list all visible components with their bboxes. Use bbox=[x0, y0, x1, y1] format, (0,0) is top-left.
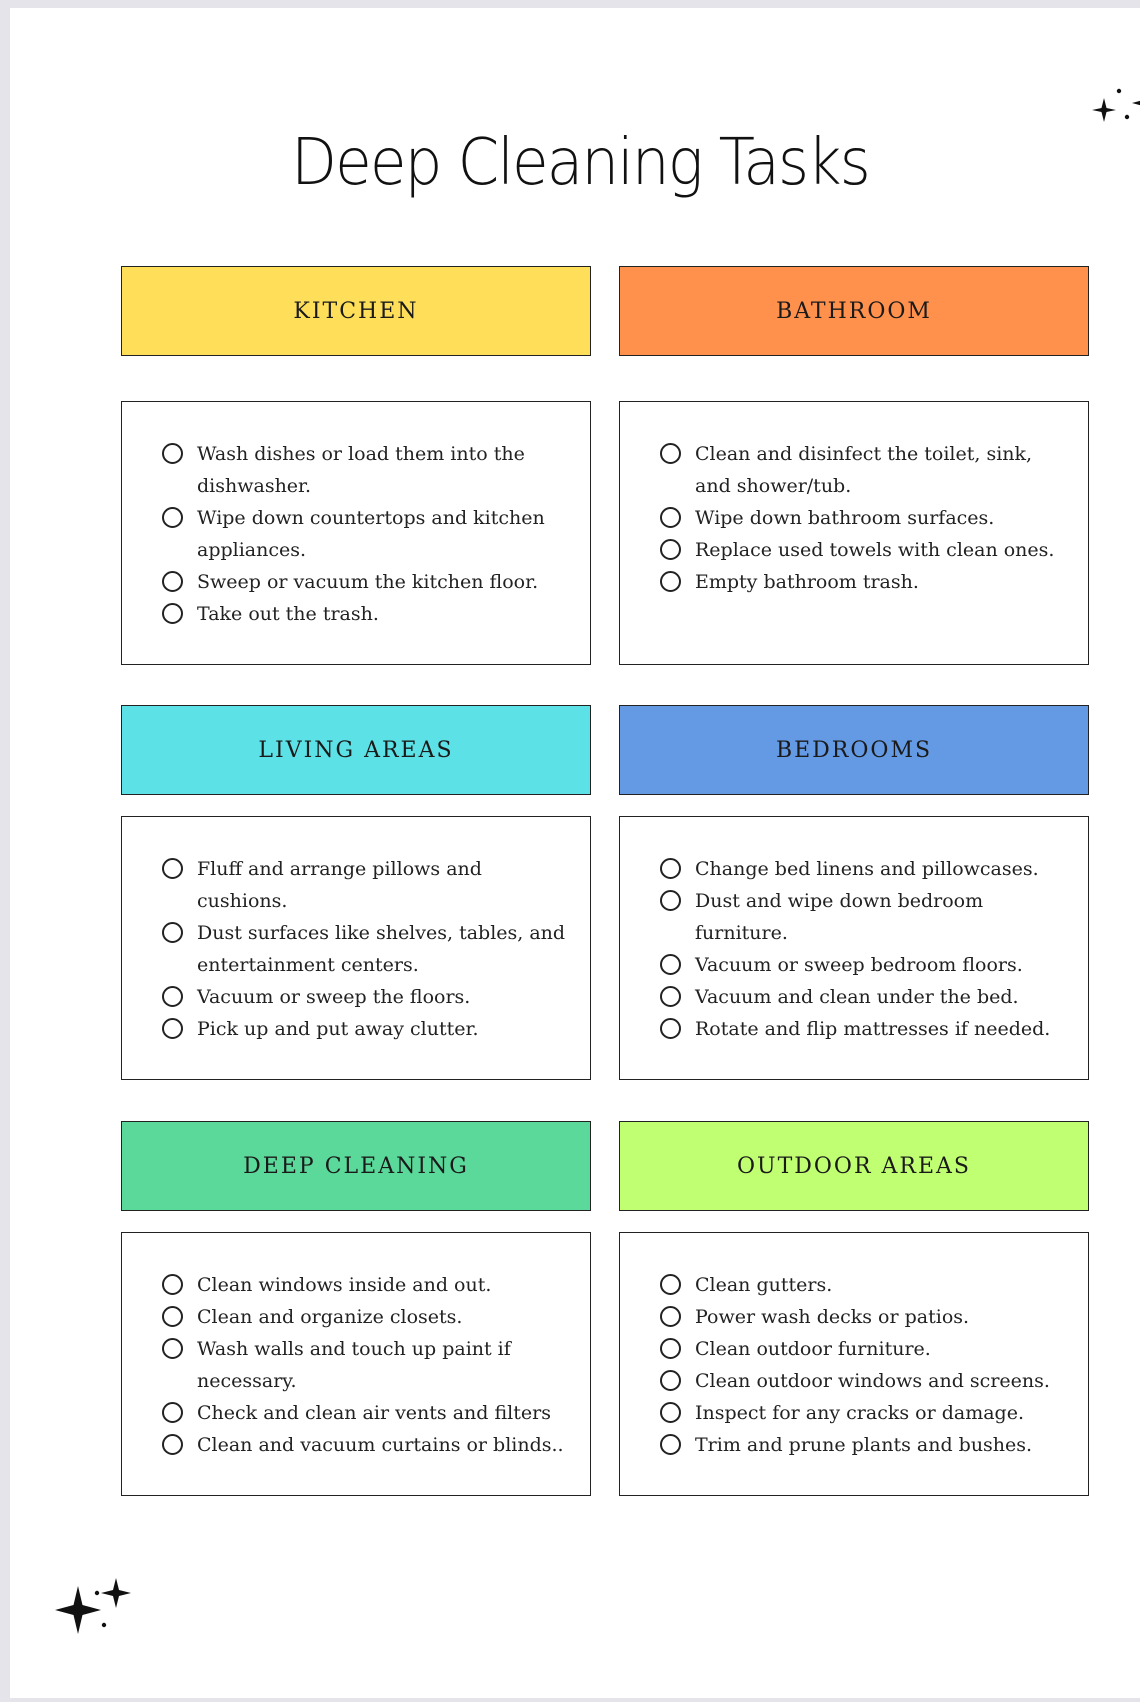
task-label: Wash dishes or load them into the dishwasher. bbox=[197, 443, 525, 497]
task-checkbox[interactable] bbox=[660, 1402, 681, 1423]
task-label: Change bed linens and pillowcases. bbox=[695, 858, 1039, 880]
task-item bbox=[162, 917, 570, 981]
task-checkbox[interactable] bbox=[660, 1018, 681, 1039]
task-checkbox[interactable] bbox=[162, 858, 183, 879]
task-label: Trim and prune plants and bushes. bbox=[695, 1434, 1033, 1456]
section-header-bathroom bbox=[619, 266, 1089, 356]
section-header-bedrooms bbox=[619, 705, 1089, 795]
section-header-deep-cleaning bbox=[121, 1121, 591, 1211]
task-label: Fluff and arrange pillows and cushions. bbox=[197, 858, 482, 912]
task-item bbox=[162, 438, 570, 502]
task-label: Clean windows inside and out. bbox=[197, 1274, 492, 1296]
task-label: Dust surfaces like shelves, tables, and entertainment centers. bbox=[197, 922, 566, 976]
task-label: Vacuum or sweep bedroom floors. bbox=[695, 954, 1023, 976]
task-checkbox[interactable] bbox=[660, 1274, 681, 1295]
task-item bbox=[660, 981, 1068, 1013]
task-label: Power wash decks or patios. bbox=[695, 1306, 970, 1328]
task-label: Take out the trash. bbox=[197, 603, 379, 625]
task-list-outdoor-areas bbox=[619, 1232, 1089, 1496]
task-checkbox[interactable] bbox=[162, 1402, 183, 1423]
task-label: Clean gutters. bbox=[695, 1274, 833, 1296]
section-header-living-areas bbox=[121, 705, 591, 795]
task-label: Inspect for any cracks or damage. bbox=[695, 1402, 1024, 1424]
task-item bbox=[162, 1429, 570, 1461]
task-checkbox[interactable] bbox=[162, 922, 183, 943]
task-label: Vacuum or sweep the floors. bbox=[197, 986, 471, 1008]
task-label: Dust and wipe down bedroom furniture. bbox=[695, 890, 984, 944]
task-checkbox[interactable] bbox=[660, 1370, 681, 1391]
task-list-bedrooms bbox=[619, 816, 1089, 1080]
checklist-page bbox=[10, 8, 1140, 1698]
sparkle-icon bbox=[54, 1576, 144, 1646]
task-label: Sweep or vacuum the kitchen floor. bbox=[197, 571, 539, 593]
sparkle-large bbox=[55, 1586, 101, 1634]
task-item bbox=[162, 1333, 570, 1397]
task-label: Wash walls and touch up paint if necessary. bbox=[197, 1338, 511, 1392]
task-checkbox[interactable] bbox=[162, 571, 183, 592]
sparkle-icon bbox=[1086, 76, 1140, 136]
task-checkbox[interactable] bbox=[660, 954, 681, 975]
task-checkbox[interactable] bbox=[162, 1434, 183, 1455]
task-label: Pick up and put away clutter. bbox=[197, 1018, 479, 1040]
section-header-outdoor-areas bbox=[619, 1121, 1089, 1211]
task-item bbox=[660, 1365, 1068, 1397]
task-item bbox=[162, 981, 570, 1013]
task-label: Clean outdoor furniture. bbox=[695, 1338, 931, 1360]
sparkle-dot bbox=[95, 1591, 99, 1595]
sparkle-large bbox=[1132, 84, 1140, 122]
section-title: LIVING AREAS bbox=[258, 737, 454, 763]
task-checkbox[interactable] bbox=[162, 1274, 183, 1295]
section-title: BATHROOM bbox=[776, 298, 932, 324]
task-item bbox=[162, 598, 570, 630]
task-item bbox=[162, 1397, 570, 1429]
task-item bbox=[660, 502, 1068, 534]
task-label: Vacuum and clean under the bed. bbox=[695, 986, 1019, 1008]
task-item bbox=[660, 1397, 1068, 1429]
task-checkbox[interactable] bbox=[660, 986, 681, 1007]
sparkle-dot bbox=[1125, 115, 1129, 119]
section-title: DEEP CLEANING bbox=[243, 1153, 469, 1179]
task-checkbox[interactable] bbox=[162, 603, 183, 624]
sparkle-dot bbox=[102, 1623, 106, 1627]
task-item bbox=[660, 566, 1068, 598]
task-list-kitchen bbox=[121, 401, 591, 665]
page-title: Deep Cleaning Tasks bbox=[291, 126, 869, 200]
task-list-deep-cleaning bbox=[121, 1232, 591, 1496]
task-item bbox=[660, 534, 1068, 566]
task-item bbox=[162, 853, 570, 917]
task-item bbox=[162, 1301, 570, 1333]
task-checkbox[interactable] bbox=[660, 539, 681, 560]
task-item bbox=[660, 1301, 1068, 1333]
task-checkbox[interactable] bbox=[162, 1018, 183, 1039]
task-item bbox=[660, 853, 1068, 885]
sparkle-small bbox=[1092, 98, 1116, 122]
task-list-bathroom bbox=[619, 401, 1089, 665]
task-label: Clean outdoor windows and screens. bbox=[695, 1370, 1050, 1392]
task-checkbox[interactable] bbox=[162, 1306, 183, 1327]
task-checkbox[interactable] bbox=[660, 507, 681, 528]
task-checkbox[interactable] bbox=[162, 1338, 183, 1359]
task-label: Clean and organize closets. bbox=[197, 1306, 463, 1328]
section-title: OUTDOOR AREAS bbox=[737, 1153, 971, 1179]
task-item bbox=[660, 949, 1068, 981]
section-title: KITCHEN bbox=[293, 298, 419, 324]
task-item bbox=[660, 1429, 1068, 1461]
task-item bbox=[660, 885, 1068, 949]
sparkle-small bbox=[101, 1578, 131, 1608]
task-checkbox[interactable] bbox=[660, 1434, 681, 1455]
task-item bbox=[162, 1269, 570, 1301]
task-label: Check and clean air vents and filters bbox=[197, 1402, 551, 1424]
task-item bbox=[660, 1013, 1068, 1045]
task-checkbox[interactable] bbox=[660, 443, 681, 464]
task-checkbox[interactable] bbox=[162, 986, 183, 1007]
task-item bbox=[162, 566, 570, 598]
task-item bbox=[660, 1333, 1068, 1365]
task-checkbox[interactable] bbox=[162, 443, 183, 464]
task-label: Clean and disinfect the toilet, sink, and shower/tub. bbox=[695, 443, 1033, 497]
task-label: Wipe down countertops and kitchen appliances. bbox=[197, 507, 545, 561]
task-label: Empty bathroom trash. bbox=[695, 571, 919, 593]
task-item bbox=[660, 438, 1068, 502]
task-checkbox[interactable] bbox=[660, 890, 681, 911]
sparkle-dot bbox=[1117, 89, 1121, 93]
task-label: Clean and vacuum curtains or blinds.. bbox=[197, 1434, 564, 1456]
task-item bbox=[162, 1013, 570, 1045]
task-checkbox[interactable] bbox=[162, 507, 183, 528]
task-item bbox=[660, 1269, 1068, 1301]
task-checkbox[interactable] bbox=[660, 1306, 681, 1327]
task-checkbox[interactable] bbox=[660, 1338, 681, 1359]
section-title: BEDROOMS bbox=[775, 737, 933, 763]
section-header-kitchen bbox=[121, 266, 591, 356]
task-item bbox=[162, 502, 570, 566]
task-checkbox[interactable] bbox=[660, 571, 681, 592]
task-label: Replace used towels with clean ones. bbox=[695, 539, 1055, 561]
task-label: Wipe down bathroom surfaces. bbox=[695, 507, 995, 529]
task-list-living-areas bbox=[121, 816, 591, 1080]
task-label: Rotate and flip mattresses if needed. bbox=[695, 1018, 1051, 1040]
task-checkbox[interactable] bbox=[660, 858, 681, 879]
